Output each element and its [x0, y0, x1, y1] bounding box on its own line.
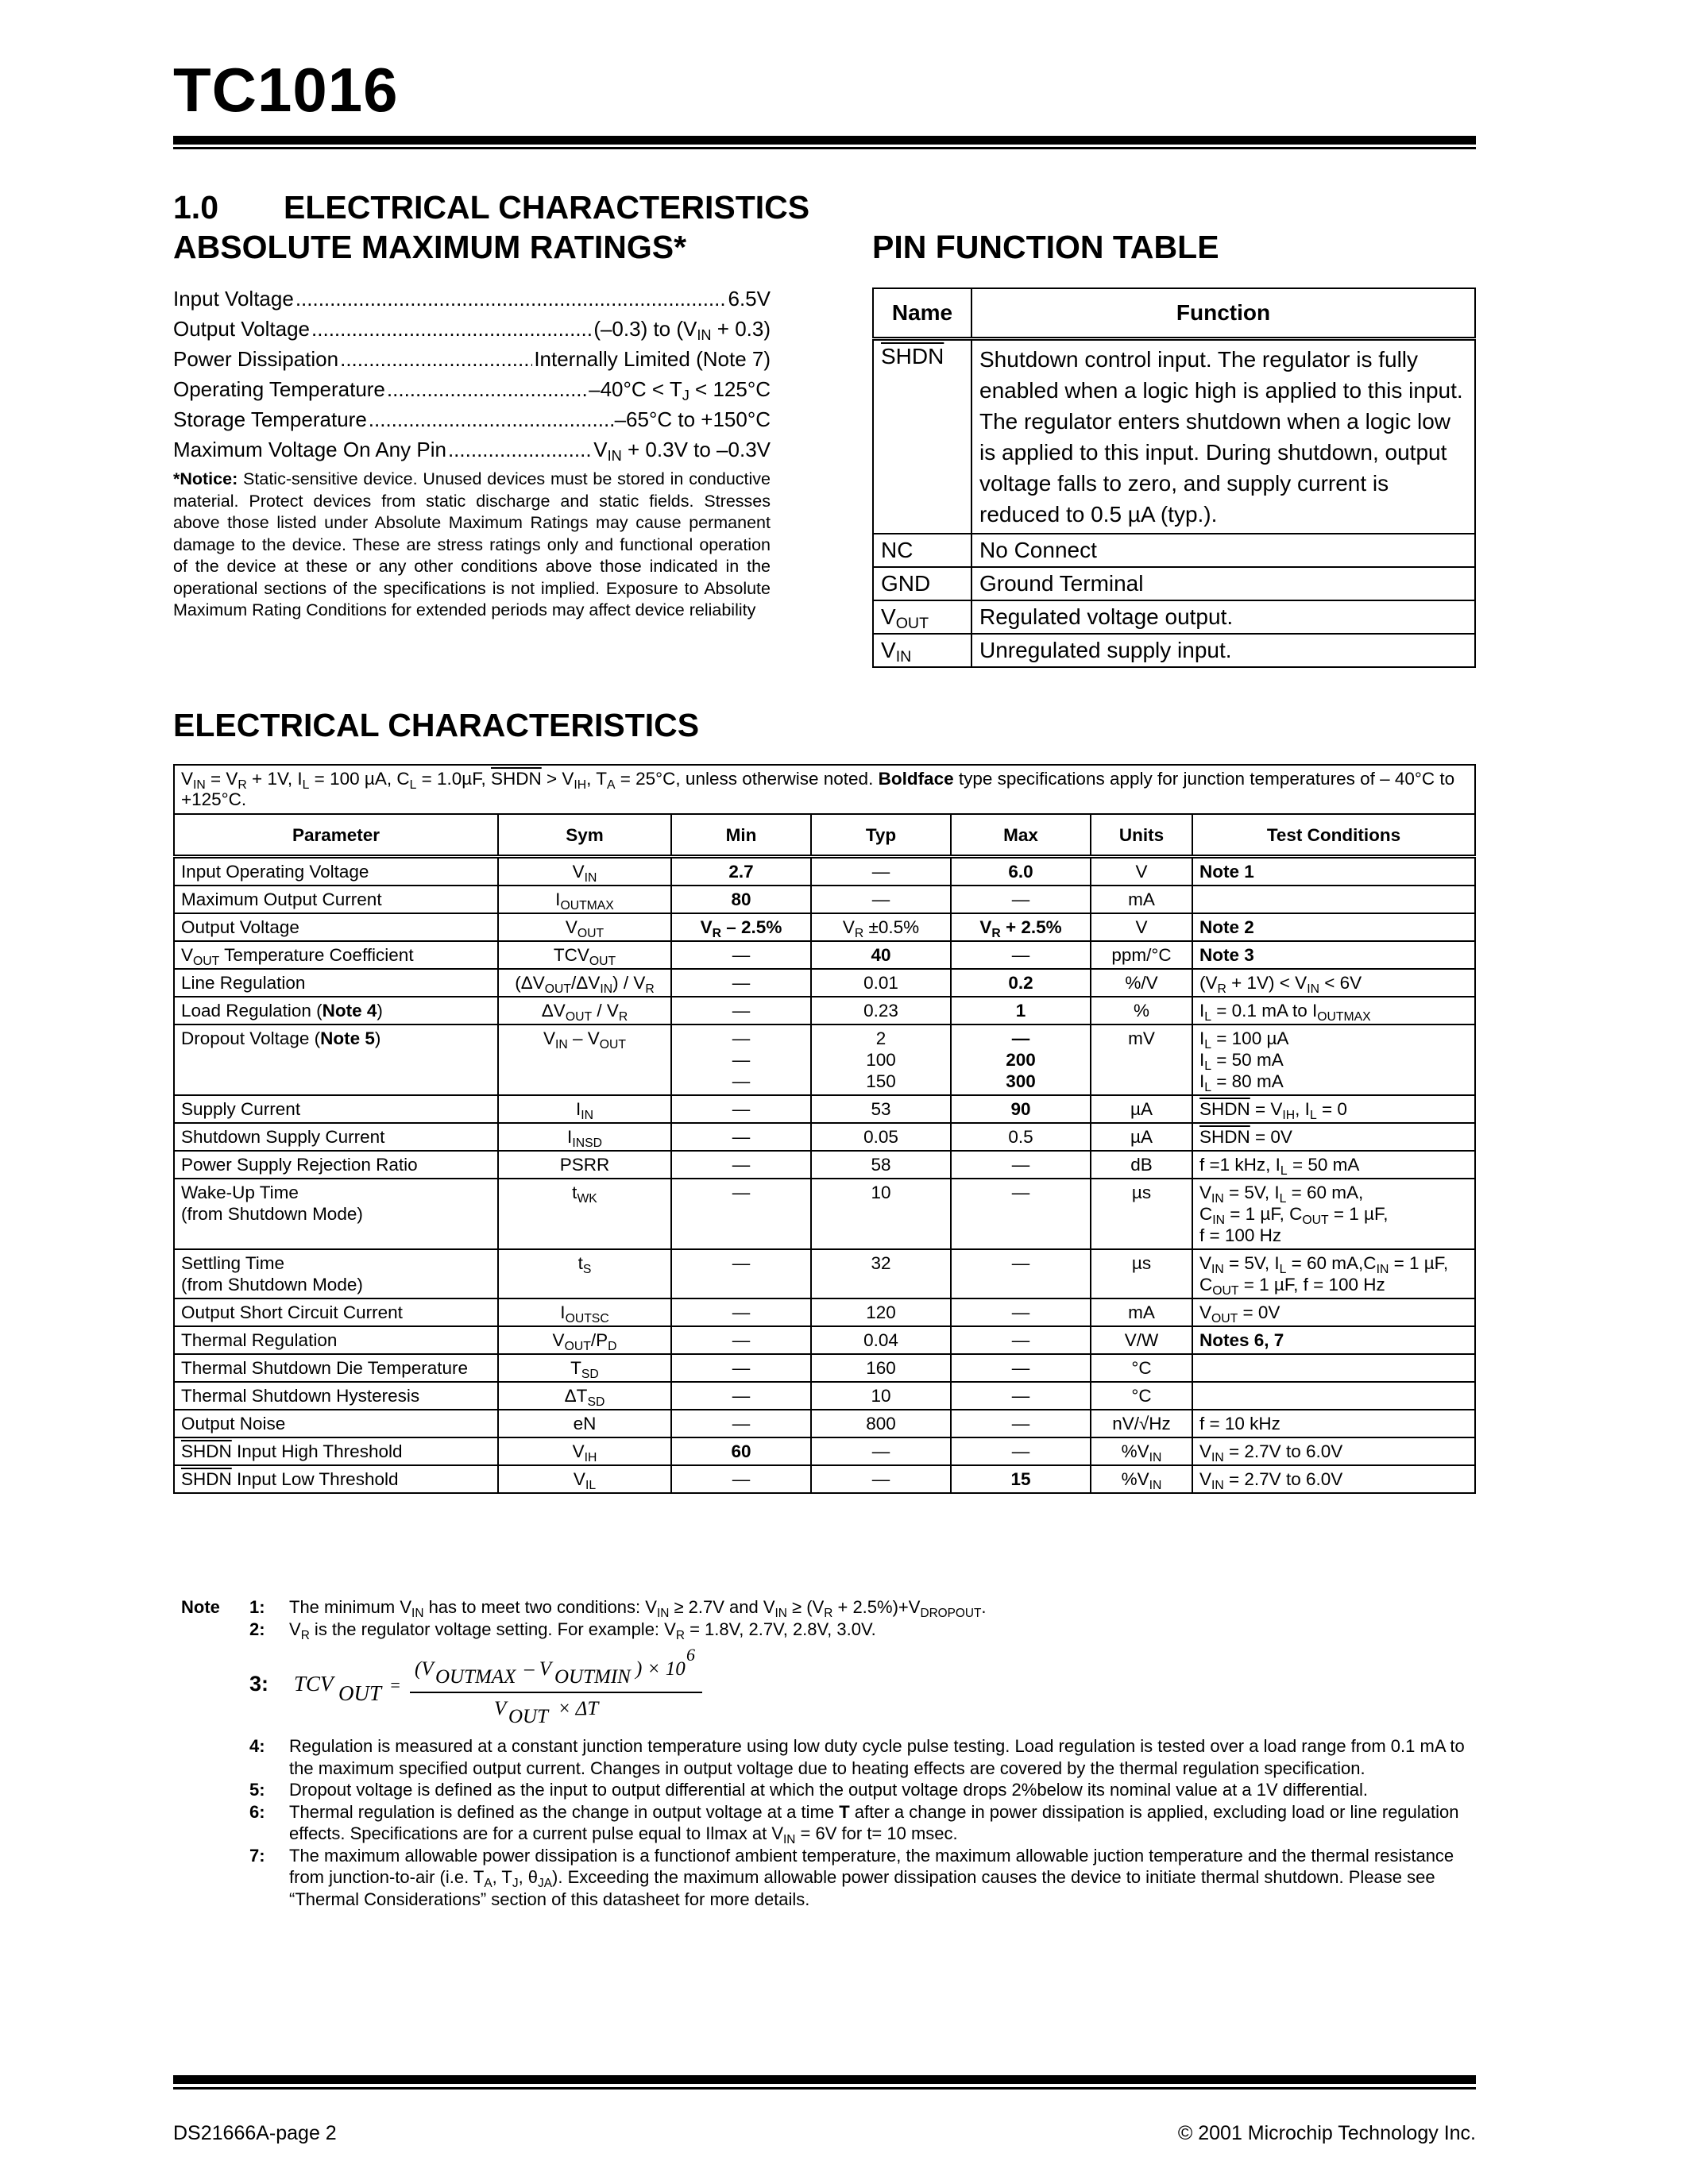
- table-row: Output Noise eN — 800 — nV/√Hz f = 10 kHz: [174, 1410, 1475, 1437]
- amr-row: Maximum Voltage On Any Pin ..... $V_{IN} + 0.3V$ to –0.3V: [173, 438, 771, 462]
- table-row: Line Regulation $(\Delta V_{OUT}/\Delta V_{IN}) / V_R$ — 0.01 0.2 %/V $(V_R + 1V) < V_{IN} < 6V$: [174, 969, 1475, 997]
- pin-function-table: [872, 287, 1476, 668]
- table-row: Shutdown Supply Current $I_{INSD}$ — 0.05 0.5 µA SHDN = 0V: [174, 1123, 1475, 1151]
- note-item: 4: Regulation is measured at a constant junction temperature using low duty cycle pulse testing. Load regulation is tested over a load range from 0.1 mA to the maximum specified output current. Changes in output voltage due to heating effects are covered by the thermal regulation specification.: [249, 1736, 1465, 1778]
- table-row: Load Regulation (Note 4) $\Delta V_{OUT} / V_R$ — 0.23 1 % $I_L = 0.1$ mA to $I_{OUTMAX}$: [174, 997, 1475, 1024]
- table-row: SHDN Input High Threshold $V_{IH}$ 60 — — $\%V_{IN}$ $V_{IN} = 2.7V$ to 6.0V: [174, 1437, 1475, 1465]
- table-row: Thermal Shutdown Hysteresis $\Delta T_{SD}$ — 10 — °C: [174, 1382, 1475, 1410]
- table-row: Input Operating Voltage $V_{IN}$ 2.7 — 6.0 V Note 1: [174, 857, 1475, 886]
- svg-text:– V: – V: [524, 1658, 552, 1680]
- ec-header: Max: [951, 814, 1091, 857]
- svg-text:OUT: OUT: [338, 1681, 382, 1705]
- ec-header: Test Conditions: [1192, 814, 1475, 857]
- table-row: NC No Connect: [873, 534, 1475, 567]
- amr-value: $-40^\circ C < T_J < 125^\circ C$: [589, 377, 771, 403]
- amr-row: Power Dissipation ..... Internally Limited (Note 7): [173, 347, 771, 372]
- table-row: $V_{IN}$ Unregulated supply input.: [873, 634, 1475, 667]
- ec-conditions: $V_{IN} = V_R + 1V$, $I_L = 100$ µA, $C_L = 1.0\mu F$, SHDN > $V_{IH}$, $T_A = 25^\circ C$, unless otherwise noted. Boldface type specifications apply for junction temperatures of – 40°C to +125°C.: [174, 765, 1475, 814]
- ec-header: Units: [1091, 814, 1192, 857]
- table-row: SHDN Shutdown control input. The regulator is fully enabled when a logic high is applied to this input. The regulator enters shutdown when a logic low is applied to this input. During shutdown, output voltage falls to zero, and supply current is reduced to 0.5 µA (typ.).: [873, 339, 1475, 534]
- svg-text:OUTMAX: OUTMAX: [435, 1666, 516, 1688]
- footer-rule-thick: [173, 2075, 1476, 2084]
- amr-value: (–0.3) to $(V_{IN} + 0.3)$: [593, 317, 771, 343]
- section-heading-pin-table: PIN FUNCTION TABLE: [872, 229, 1219, 265]
- svg-text:=: =: [389, 1675, 401, 1695]
- amr-row: Storage Temperature ..... –65°C to +150°C: [173, 407, 771, 432]
- amr-row: Input Voltage ..... 6.5V: [173, 287, 771, 311]
- amr-row: Operating Temperature ..... $-40^\circ C < T_J < 125^\circ C$: [173, 377, 771, 402]
- ec-header: Sym: [498, 814, 671, 857]
- table-row: $V_{OUT}$ Regulated voltage output.: [873, 600, 1475, 634]
- header-rule-thick: [173, 136, 1476, 145]
- table-row: Thermal Shutdown Die Temperature $T_{SD}$ — 160 — °C: [174, 1354, 1475, 1382]
- table-row: Power Supply Rejection Ratio PSRR — 58 — dB f =1 kHz, $I_L = 50$ mA: [174, 1151, 1475, 1179]
- table-row: Settling Time (from Shutdown Mode) $t_S$ — 32 — µs $V_{IN} = 5V$, $I_L = 60$ $mA,C_{IN} = 1$ µF, $C_{OUT} = 1$ µF, f = 100 Hz: [174, 1249, 1475, 1298]
- note-item: 5: Dropout voltage is defined as the input to output differential at which the output voltage drops 2%below its nominal value at a 1V differential.: [249, 1780, 1368, 1800]
- table-row: Maximum Output Current $I_{OUTMAX}$ 80 — — mA: [174, 886, 1475, 913]
- svg-text:OUT: OUT: [508, 1706, 549, 1727]
- amr-value: $V_{IN} + 0.3V$ to –0.3V: [593, 438, 771, 464]
- electrical-characteristics-table: [173, 764, 1476, 1494]
- amr-notice: *Notice: Static-sensitive device. Unused devices must be stored in conductive material. Protect devices from static discharge and static fields. Stresses above those listed under Absolute Maximum Ratings may cause permanent damage to the device. These are stress ratings only and functional operation of the device at these or any other conditions above those indicated in the operational sections of the specifications is not implied. Exposure to Absolute Maximum Rating Conditions for extended periods may affect device reliability: [173, 469, 771, 619]
- footer-rule-thin: [173, 2087, 1476, 2089]
- table-row: $V_{OUT}$ Temperature Coefficient $TCV_{OUT}$ — 40 — ppm/°C Note 3: [174, 941, 1475, 969]
- pin-table-header: Name: [873, 288, 971, 339]
- header-rule-thin: [173, 147, 1476, 149]
- table-row: Output Short Circuit Current $I_{OUTSC}$ — 120 — mA $V_{OUT} = 0V$: [174, 1298, 1475, 1326]
- section-heading-electrical: 1.0 ELECTRICAL CHARACTERISTICS: [173, 189, 810, 226]
- svg-text:V: V: [494, 1698, 507, 1719]
- note-item: 6: Thermal regulation is defined as the change in output voltage at a time T after a change in power dissipation is applied, excluding load or line regulation effects. Specifications are for a current pulse equal to Ilmax at $V_{IN} = 6V$ for t= 10 msec.: [249, 1801, 1459, 1846]
- note-item: 7: The maximum allowable power dissipation is a functionof ambient temperature, the maximum allowable juction temperature and the thermal resistance from junction-to-air (i.e. $T_A$, $T_J$, $\theta_{JA}$). Exceeding the maximum allowable power dissipation causes the device to initiate thermal shutdown. Please see “Thermal Considerations” section of this datasheet for more details.: [249, 1845, 1454, 1909]
- note-item: 2: $V_R$ is the regulator voltage setting. For example: $V_R = 1.8V$, 2.7V, 2.8V, 3.0V.: [249, 1619, 876, 1642]
- note-item: Note 1: The minimum $V_{IN}$ has to meet two conditions: $V_{IN} \ge 2.7V$ and $V_{IN} \ge (V_R + 2.5\%)+V_{DROPOUT}$.: [181, 1597, 987, 1620]
- ec-header: Typ: [811, 814, 951, 857]
- table-row: Supply Current $I_{IN}$ — 53 90 µA SHDN = $V_{IH}$, $I_L = 0$: [174, 1095, 1475, 1123]
- table-row: Wake-Up Time (from Shutdown Mode) $t_{WK}$ — 10 — µs $V_{IN} = 5V$, $I_L = 60$ mA, $C_{IN} = 1$ µF, $C_{OUT} = 1$ µF, f = 100 Hz: [174, 1179, 1475, 1249]
- svg-text:TCV: TCV: [294, 1672, 334, 1696]
- amr-value: –65°C to +150°C: [614, 407, 771, 431]
- footer-page-id: DS21666A-page 2: [173, 2122, 337, 2144]
- pin-table-header: Function: [971, 288, 1475, 339]
- svg-text:6: 6: [686, 1645, 695, 1665]
- svg-text:(V: (V: [415, 1658, 434, 1680]
- section-heading-ec-table: ELECTRICAL CHARACTERISTICS: [173, 707, 700, 743]
- svg-text:OUTMIN: OUTMIN: [554, 1666, 631, 1688]
- table-row: SHDN Input Low Threshold $V_{IL}$ — — 15 $\%V_{IN}$ $V_{IN} = 2.7V$ to 6.0V: [174, 1465, 1475, 1493]
- svg-text:) × 10: ) × 10: [635, 1658, 686, 1680]
- svg-text:× ΔT: × ΔT: [558, 1698, 599, 1719]
- amr-value: 6.5V: [728, 287, 771, 311]
- table-row: GND Ground Terminal: [873, 567, 1475, 600]
- table-row: Output Voltage $V_{OUT}$ $V_R - 2.5\%$ $V_R \pm 0.5\%$ $V_R + 2.5\%$ V Note 2: [174, 913, 1475, 941]
- ec-header: Min: [671, 814, 811, 857]
- amr-row: Output Voltage ..... (–0.3) to $(V_{IN} + 0.3)$: [173, 317, 771, 341]
- ec-header: Parameter: [174, 814, 498, 857]
- note-item-formula: 3: TCV OUT = (V OUTMAX – V OUTMIN ) × 10 6 V OUT × ΔT: [181, 1640, 1476, 1735]
- table-row: Thermal Regulation $V_{OUT}/P_D$ — 0.04 — V/W Notes 6, 7: [174, 1326, 1475, 1354]
- table-row: Dropout Voltage (Note 5) $V_{IN} - V_{OUT}$ — — — 2 100 150 — 200 300 mV $I_L = 100$ µA $I_L = 50$ mA $I_L = 80$ mA: [174, 1024, 1475, 1095]
- section-heading-amr: ABSOLUTE MAXIMUM RATINGS*: [173, 229, 687, 265]
- tcvout-formula: [289, 1640, 702, 1735]
- page-title: TC1016: [173, 55, 399, 125]
- amr-value: Internally Limited (Note 7): [534, 347, 771, 371]
- footer-copyright: © 2001 Microchip Technology Inc.: [1177, 2122, 1476, 2144]
- notes-section: [181, 1596, 1476, 1910]
